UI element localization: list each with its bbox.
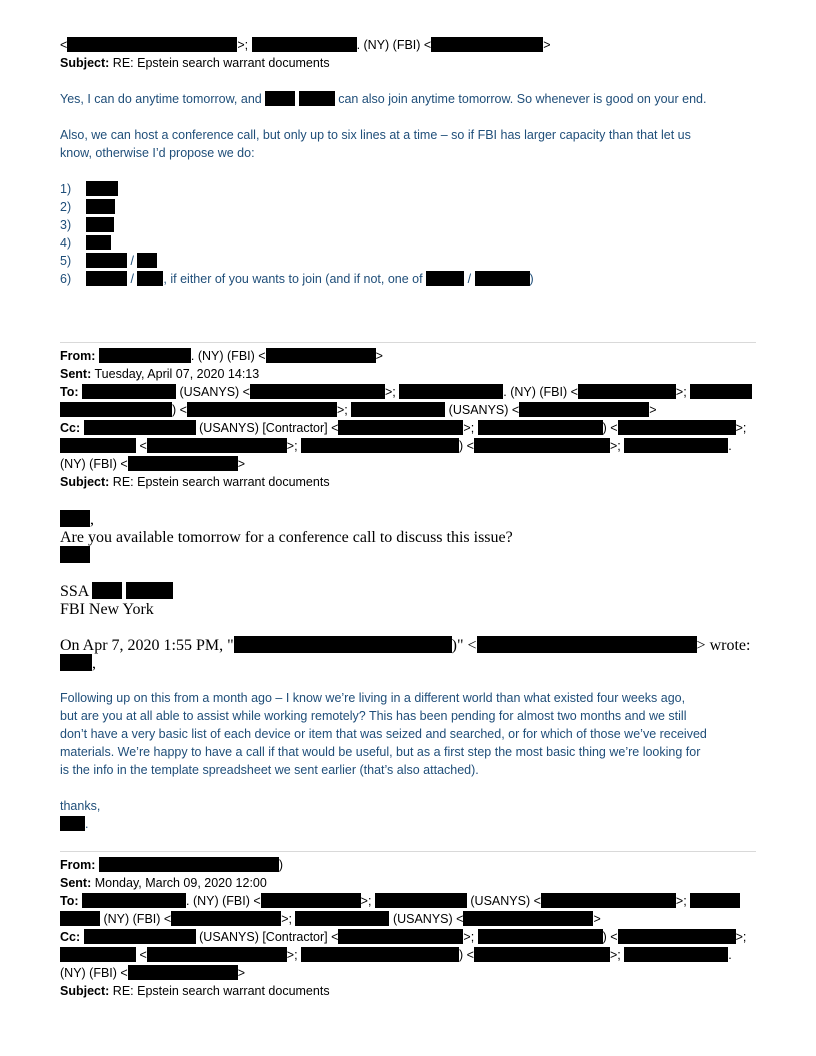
redaction [147,438,287,453]
redaction [261,893,361,908]
redaction [541,893,676,908]
message1-para2-line2: know, otherwise I’d propose we do: [60,146,255,160]
redaction [99,857,279,872]
redaction [265,91,295,106]
redaction [234,636,452,653]
redaction [295,911,389,926]
redaction [624,438,728,453]
redaction [86,235,111,250]
message3-line: don’t have a very basic list of each device or item that was seized and searched, or for which of those we’ve received [60,727,707,741]
redaction [86,199,115,214]
redaction [86,181,118,196]
header3-to-line2: (NY) (FBI) < >; (USANYS) < > [60,910,601,928]
subject-label: Subject: [60,56,110,70]
redaction [99,348,191,363]
redaction [92,582,122,599]
message3-line: materials. We’re happy to have a call if that would be useful, but as a first step the most basic thing we’re looking for [60,745,701,759]
redaction [86,271,127,286]
redaction [519,402,649,417]
greeting: , [60,510,94,530]
header3-cc-line3: (NY) (FBI) < > [60,966,246,980]
redaction [86,253,127,268]
header2-cc-line2: < >; ) < >; . [60,437,732,455]
redaction [128,456,238,471]
redaction [301,947,459,962]
redaction [338,929,463,944]
redaction [618,929,736,944]
redaction [475,271,530,286]
signature-office: FBI New York [60,601,154,618]
redaction [60,911,100,926]
signature-title: SSA [60,582,173,602]
redaction [126,582,173,599]
redaction [478,420,603,435]
redaction [171,911,281,926]
redaction [187,402,337,417]
message3-line: but are you at all able to assist while working remotely? This has been pending for almost two months and we still [60,709,687,723]
redaction [60,438,136,453]
redaction [60,654,92,671]
redaction [338,420,463,435]
redaction [137,253,157,268]
header3-sent: Sent: Monday, March 09, 2020 12:00 [60,876,267,890]
redaction [60,510,90,527]
redaction [60,947,136,962]
redaction [431,37,543,52]
redaction [618,420,736,435]
redaction [84,929,196,944]
redaction [690,893,740,908]
redaction [426,271,464,286]
message1-para2-line1: Also, we can host a conference call, but only up to six lines at a time – so if FBI has larger capacity than that let us [60,128,691,142]
redaction [299,91,335,106]
message1-para1: Yes, I can do anytime tomorrow, and can also join anytime tomorrow. So whenever is good on your end. [60,92,707,106]
redaction [84,420,196,435]
redaction [690,384,752,399]
redaction [578,384,676,399]
header2-to-line1: To: (USANYS) < >; . (NY) (FBI) < >; [60,383,752,401]
quoted-attribution: On Apr 7, 2020 1:55 PM, " )" < > wrote: [60,637,751,654]
list-item: 4) [60,234,111,252]
redaction [67,37,237,52]
redaction [137,271,163,286]
header2-subject: Subject: RE: Epstein search warrant documents [60,475,330,489]
list-item: 3) [60,216,114,234]
list-item: 6) / , if either of you wants to join (and if not, one of / ) [60,272,534,286]
divider [60,851,756,852]
redaction [128,965,238,980]
redaction [478,929,603,944]
header3-cc-line1: Cc: (USANYS) [Contractor] < >; ) < >; [60,930,747,944]
subject-value: RE: Epstein search warrant documents [112,56,330,70]
list-item: 5) / [60,252,157,270]
header3-from: From: ) [60,858,284,872]
redaction [375,893,467,908]
header2-cc-line1: Cc: (USANYS) [Contractor] < >; ) < >; [60,421,747,435]
message3-thanks: thanks, [60,799,101,813]
message2-signer [60,546,90,566]
redaction [60,816,85,831]
message2-question: Are you available tomorrow for a conference call to discuss this issue? [60,529,513,546]
top-header-recipients: < >; . (NY) (FBI) < > [60,38,551,52]
redaction [474,438,610,453]
redaction [399,384,503,399]
header3-subject: Subject: RE: Epstein search warrant documents [60,984,330,998]
list-item: 1) [60,180,118,198]
header3-cc-line2: < >; ) < >; . [60,946,732,964]
redaction [82,893,186,908]
redaction [624,947,728,962]
header2-cc-line3: (NY) (FBI) < > [60,457,246,471]
redaction [301,438,459,453]
sent-date: Tuesday, April 07, 2020 14:13 [94,367,260,381]
header3-to-line1: To: . (NY) (FBI) < >; (USANYS) < >; [60,892,740,910]
redaction [250,384,385,399]
message3-line: Following up on this from a month ago – I know we’re living in a different world than what existed four weeks ago, [60,691,686,705]
top-header-subject [60,54,330,72]
header2-from: From: . (NY) (FBI) < > [60,349,383,363]
redaction [477,636,697,653]
header2-sent: Sent: Tuesday, April 07, 2020 14:13 [60,367,260,381]
redaction [86,217,114,232]
redaction [147,947,287,962]
header2-to-line2: ) < >; (USANYS) < > [60,401,657,419]
message3-signoff: . [60,815,88,833]
redaction [60,402,172,417]
message3-line: is the info in the template spreadsheet we sent earlier (that’s also attached). [60,763,479,777]
redaction [266,348,376,363]
sent-date: Monday, March 09, 2020 12:00 [94,876,267,890]
redaction [463,911,593,926]
redaction [474,947,610,962]
quoted-greeting: , [60,654,96,674]
list-item: 2) [60,198,115,216]
redaction [351,402,445,417]
redaction [82,384,176,399]
redaction [252,37,357,52]
redaction [60,546,90,563]
divider [60,342,756,343]
